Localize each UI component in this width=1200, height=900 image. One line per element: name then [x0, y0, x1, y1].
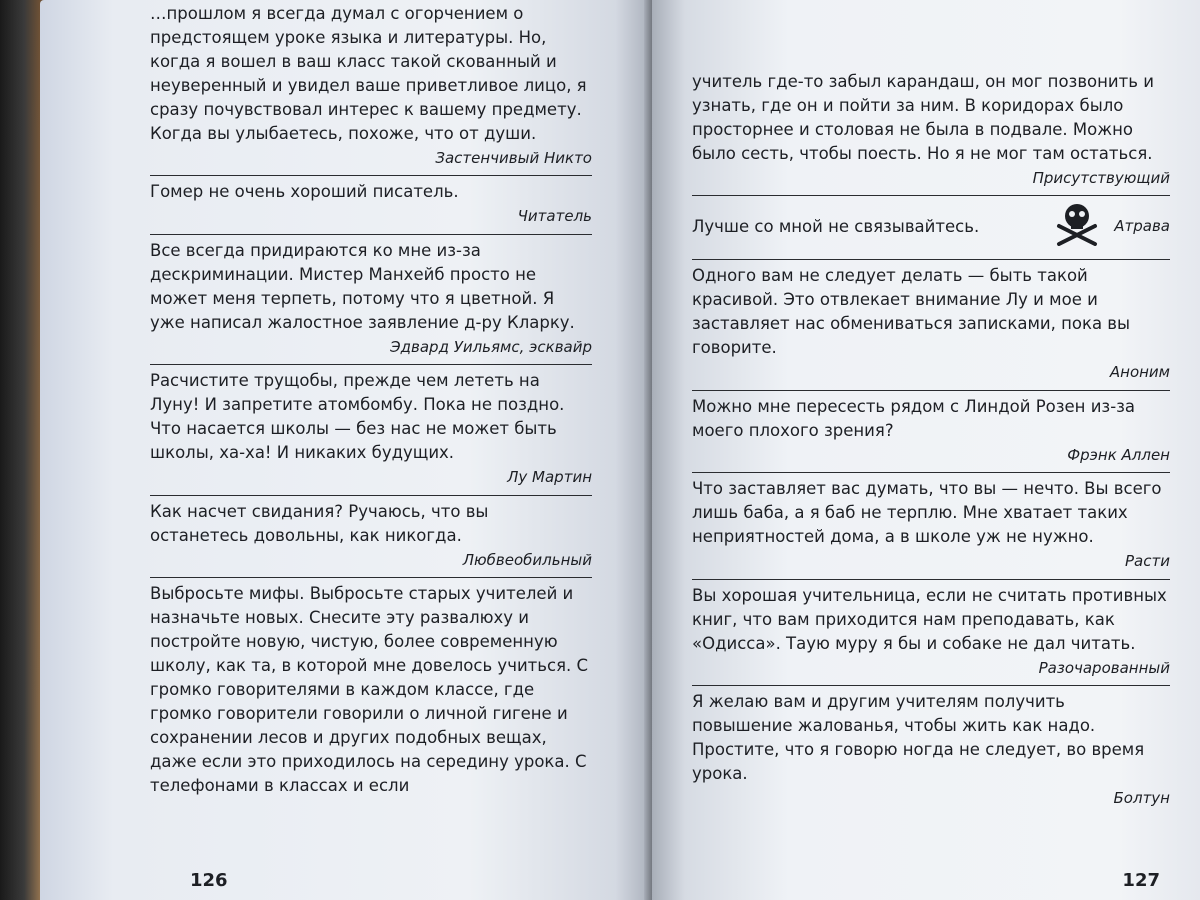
skull-crossbones-icon [1053, 200, 1101, 253]
note-text: Гомер не очень хороший писатель. [150, 182, 459, 202]
note-text: Все всегда придираются ко мне из-за дескриминации. Мистер Манхейб просто не может меня терпеть, потому что я цветной. Я уже написал жалостное заявление д-ру Кларку. [150, 240, 575, 332]
note-text: Я желаю вам и другим учителям получить повышение жалованья, чтобы жить как надо. Простите, что я говорю ногда не следует, во время урока. [692, 692, 1145, 784]
note-10 [692, 395, 1170, 467]
divider [692, 579, 1170, 580]
divider [692, 472, 1170, 473]
note-text: Одного вам не следует делать — быть такой красивой. Это отвлекает внимание Лу и мое и заставляет нас обмениваться записками, пока вы говорите. [692, 266, 1131, 358]
note-signature: Лу Мартин [507, 468, 592, 487]
note-text: Что заставляет вас думать, что вы — нечто. Вы всего лишь баба, а я баб не терплю. Мне хватает таких неприятностей дома, а в школе уж не нужно. [692, 479, 1162, 547]
note-4 [150, 369, 592, 488]
note-signature: Застенчивый Никто [435, 148, 592, 167]
note-7 [692, 70, 1170, 189]
note-signature: Болтун [1113, 789, 1170, 808]
note-signature: Эдвард Уильямс, эсквайр [390, 337, 592, 356]
divider [150, 364, 592, 365]
divider [692, 685, 1170, 686]
note-11 [692, 477, 1170, 573]
note-text: учитель где-то забыл карандаш, он мог позвонить и узнать, где он и пойти за ним. В коридорах было просторнее и столовая не была в подвале. Можно было сесть, чтобы поесть. Но я не мог там остаться. [692, 72, 1154, 163]
note-9 [692, 264, 1170, 383]
note-6 [150, 582, 592, 797]
divider [150, 234, 592, 235]
page-number: 126 [190, 869, 228, 891]
note-text: Расчистите трущобы, прежде чем лететь на Луну! И запретите атомбомбу. Пока не поздно. Что насается школы — без нас не может быть школы, ха-ха! И никаких будущих. [150, 371, 565, 463]
note-text: …прошлом я всегда думал с огорчением о предстоящем уроке языка и литературы. Но, когда я вошел в ваш класс такой скованный и неуверенный и увидел ваше приветливое лицо, я сразу почувствовал интерес к вашему предмету. Когда вы улыбаетесь, похоже, что от души. [150, 4, 587, 143]
open-book [18, 0, 1200, 900]
note-signature: Аноним [1109, 363, 1170, 382]
note-signature: Разочарованный [1038, 658, 1170, 677]
left-page [40, 0, 652, 900]
note-signature: Присутствующий [1032, 168, 1170, 187]
note-text: Лучше со мной не связывайтесь. [692, 216, 980, 236]
divider [692, 390, 1170, 391]
divider [150, 577, 592, 578]
note-text: Можно мне пересесть рядом с Линдой Розен из-за моего плохого зрения? [692, 396, 1136, 440]
note-signature: Атрава [1114, 217, 1170, 236]
note-1 [150, 2, 592, 169]
note-2 [150, 180, 592, 228]
note-signature: Любвеобильный [462, 550, 592, 569]
divider [150, 175, 592, 176]
note-signature: Фрэнк Аллен [1067, 445, 1170, 464]
note-text: Вы хорошая учительница, если не считать противных книг, что вам приходится нам преподавать, как «Одисса». Таую муру я бы и собаке не дал читать. [692, 585, 1167, 653]
note-text: Как насчет свидания? Ручаюсь, что вы останетесь довольны, как никогда. [150, 501, 489, 545]
page-number: 127 [1122, 869, 1160, 891]
note-5 [150, 500, 592, 572]
note-8 [692, 200, 1170, 253]
note-3 [150, 239, 592, 358]
right-page [652, 0, 1200, 900]
note-13 [692, 690, 1170, 809]
note-signature: Расти [1125, 552, 1170, 571]
note-12 [692, 584, 1170, 680]
note-signature: Читатель [517, 207, 592, 226]
divider [692, 259, 1170, 260]
note-text: Выбросьте мифы. Выбросьте старых учителей и назначьте новых. Снесите эту развалюху и постройте новую, чистую, более современную школу, как та, в которой мне довелось учиться. С громко говорителями в каждом классе, где громко говорители говорили о личной гигене и сохранении лесов и других подобных вещах, даже если это приходилось на середину урока. С телефонами в классах и если [150, 584, 589, 795]
divider [692, 195, 1170, 196]
divider [150, 495, 592, 496]
